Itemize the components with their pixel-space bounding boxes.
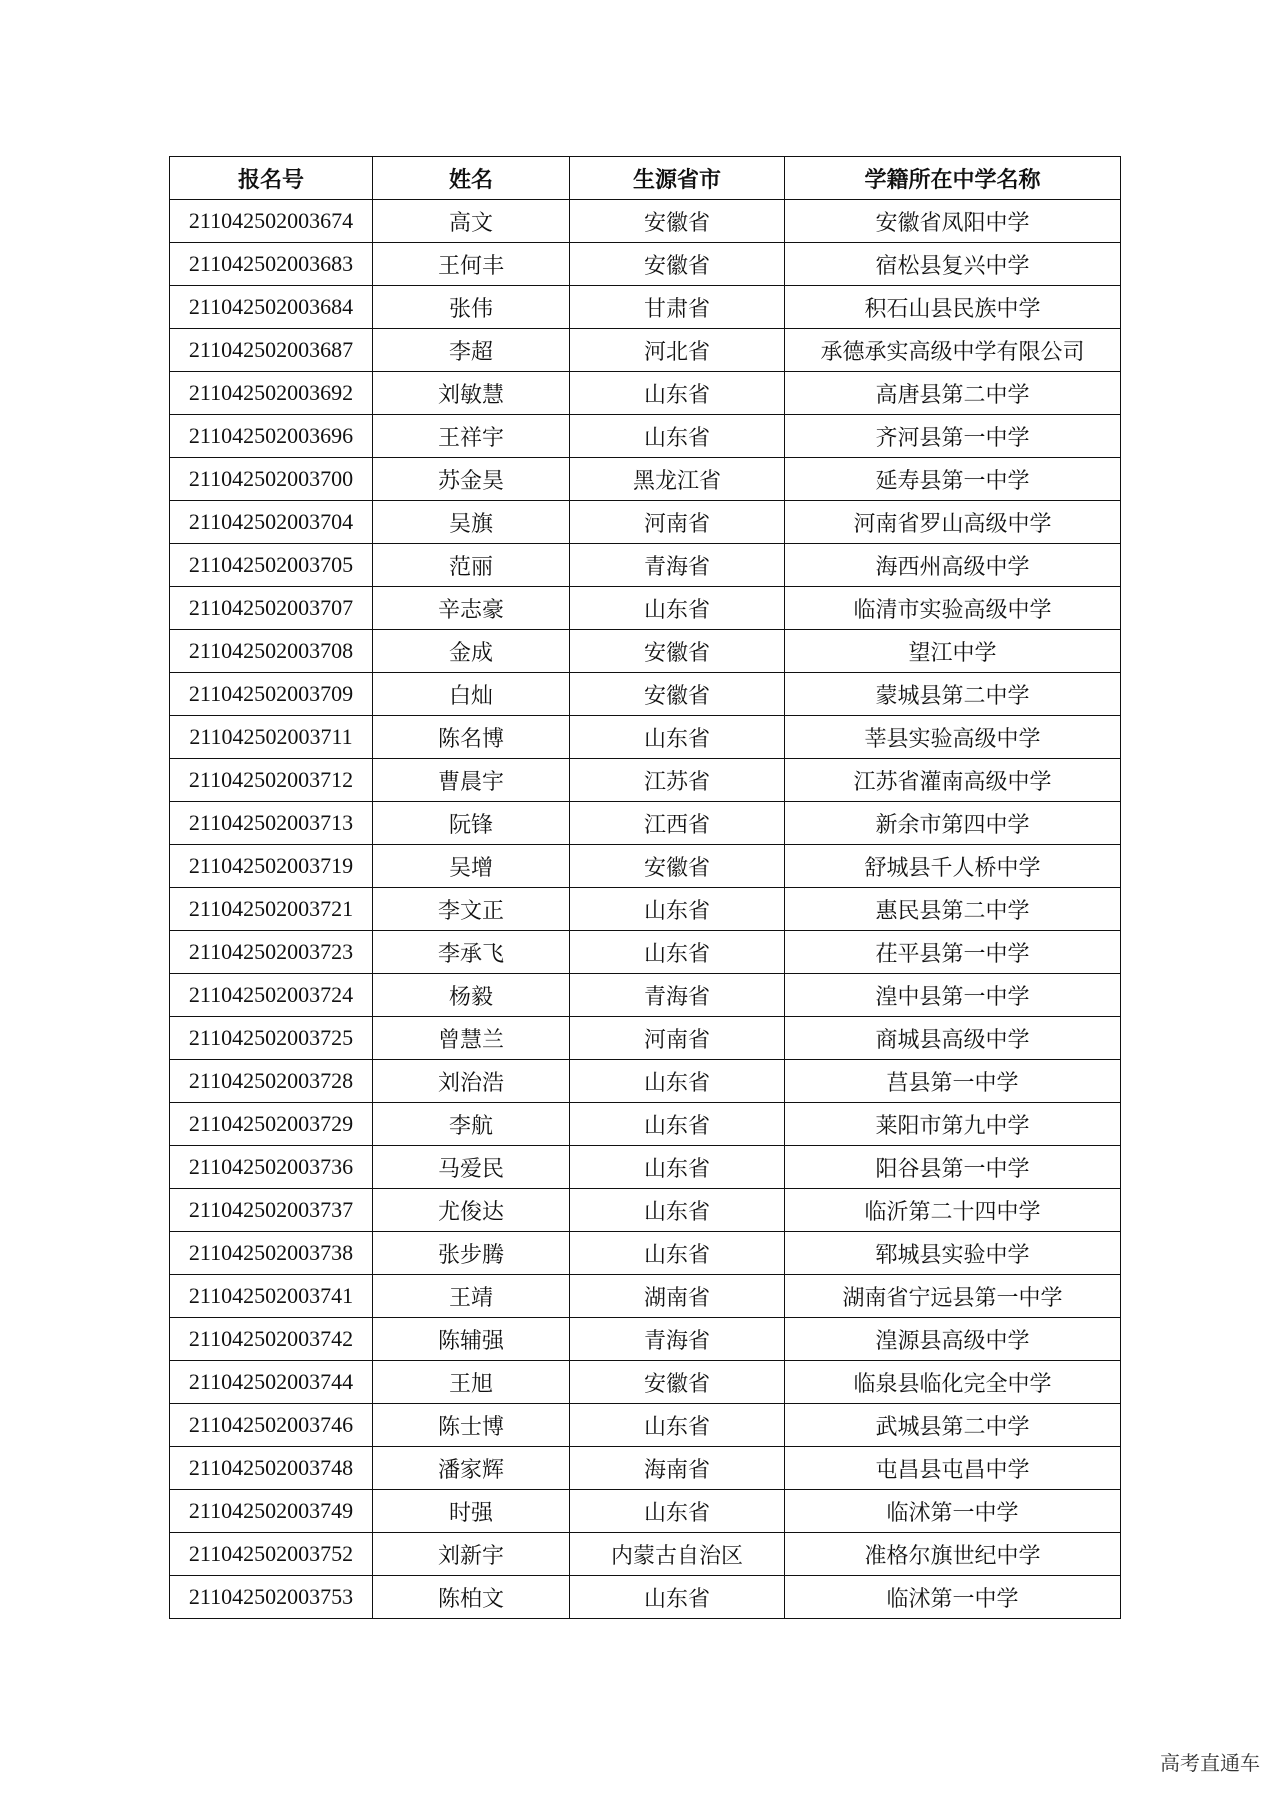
header-name: 姓名 [373, 157, 570, 200]
cell-province: 山东省 [570, 1146, 785, 1189]
cell-province: 山东省 [570, 372, 785, 415]
cell-school: 临沭第一中学 [785, 1490, 1121, 1533]
cell-province: 安徽省 [570, 200, 785, 243]
cell-name: 辛志豪 [373, 587, 570, 630]
cell-school: 临沭第一中学 [785, 1576, 1121, 1619]
cell-name: 陈辅强 [373, 1318, 570, 1361]
cell-school: 舒城县千人桥中学 [785, 845, 1121, 888]
table-row [170, 372, 1121, 415]
cell-province: 青海省 [570, 974, 785, 1017]
table-row [170, 1146, 1121, 1189]
cell-province: 山东省 [570, 1404, 785, 1447]
table-row [170, 1017, 1121, 1060]
cell-name: 阮锋 [373, 802, 570, 845]
cell-province: 青海省 [570, 544, 785, 587]
cell-province: 山东省 [570, 1060, 785, 1103]
cell-name: 张伟 [373, 286, 570, 329]
cell-name: 王何丰 [373, 243, 570, 286]
table-row [170, 587, 1121, 630]
cell-name: 高文 [373, 200, 570, 243]
cell-school: 河南省罗山高级中学 [785, 501, 1121, 544]
cell-school: 安徽省凤阳中学 [785, 200, 1121, 243]
table-row [170, 1103, 1121, 1146]
cell-province: 山东省 [570, 1490, 785, 1533]
table-row [170, 1060, 1121, 1103]
cell-province: 山东省 [570, 1232, 785, 1275]
cell-province: 河南省 [570, 501, 785, 544]
table-header-row [170, 157, 1121, 200]
cell-school: 高唐县第二中学 [785, 372, 1121, 415]
admission-list-table [169, 156, 1121, 1619]
cell-name: 金成 [373, 630, 570, 673]
cell-registration-number: 211042502003707 [170, 587, 373, 630]
cell-province: 安徽省 [570, 673, 785, 716]
cell-name: 刘新宇 [373, 1533, 570, 1576]
table-row [170, 501, 1121, 544]
cell-registration-number: 211042502003684 [170, 286, 373, 329]
cell-province: 山东省 [570, 1576, 785, 1619]
cell-province: 河北省 [570, 329, 785, 372]
cell-name: 李文正 [373, 888, 570, 931]
cell-name: 尤俊达 [373, 1189, 570, 1232]
cell-registration-number: 211042502003737 [170, 1189, 373, 1232]
cell-province: 江苏省 [570, 759, 785, 802]
cell-registration-number: 211042502003746 [170, 1404, 373, 1447]
table-row [170, 1275, 1121, 1318]
cell-school: 积石山县民族中学 [785, 286, 1121, 329]
table-row [170, 759, 1121, 802]
table-row [170, 716, 1121, 759]
table-row [170, 1232, 1121, 1275]
cell-name: 杨毅 [373, 974, 570, 1017]
table-row [170, 544, 1121, 587]
cell-name: 王旭 [373, 1361, 570, 1404]
table-row [170, 1447, 1121, 1490]
cell-school: 屯昌县屯昌中学 [785, 1447, 1121, 1490]
table-row [170, 1576, 1121, 1619]
cell-school: 茌平县第一中学 [785, 931, 1121, 974]
cell-registration-number: 211042502003724 [170, 974, 373, 1017]
table-row [170, 1404, 1121, 1447]
cell-registration-number: 211042502003729 [170, 1103, 373, 1146]
cell-school: 宿松县复兴中学 [785, 243, 1121, 286]
cell-registration-number: 211042502003683 [170, 243, 373, 286]
cell-province: 山东省 [570, 716, 785, 759]
table-row [170, 415, 1121, 458]
cell-school: 承德承实高级中学有限公司 [785, 329, 1121, 372]
cell-name: 潘家辉 [373, 1447, 570, 1490]
table-row [170, 1361, 1121, 1404]
cell-name: 李超 [373, 329, 570, 372]
cell-province: 海南省 [570, 1447, 785, 1490]
cell-province: 安徽省 [570, 243, 785, 286]
watermark-text: 高考直通车 [1160, 1751, 1260, 1775]
table-row [170, 630, 1121, 673]
cell-school: 湖南省宁远县第一中学 [785, 1275, 1121, 1318]
cell-registration-number: 211042502003705 [170, 544, 373, 587]
cell-school: 莱阳市第九中学 [785, 1103, 1121, 1146]
cell-registration-number: 211042502003738 [170, 1232, 373, 1275]
cell-school: 齐河县第一中学 [785, 415, 1121, 458]
cell-name: 刘敏慧 [373, 372, 570, 415]
cell-province: 甘肃省 [570, 286, 785, 329]
cell-school: 惠民县第二中学 [785, 888, 1121, 931]
cell-school: 准格尔旗世纪中学 [785, 1533, 1121, 1576]
cell-school: 临清市实验高级中学 [785, 587, 1121, 630]
cell-name: 王靖 [373, 1275, 570, 1318]
cell-name: 苏金昊 [373, 458, 570, 501]
cell-registration-number: 211042502003736 [170, 1146, 373, 1189]
header-province: 生源省市 [570, 157, 785, 200]
cell-name: 刘治浩 [373, 1060, 570, 1103]
cell-registration-number: 211042502003713 [170, 802, 373, 845]
cell-province: 山东省 [570, 587, 785, 630]
cell-school: 新余市第四中学 [785, 802, 1121, 845]
cell-name: 李航 [373, 1103, 570, 1146]
cell-name: 吴增 [373, 845, 570, 888]
cell-registration-number: 211042502003744 [170, 1361, 373, 1404]
cell-registration-number: 211042502003742 [170, 1318, 373, 1361]
cell-school: 莘县实验高级中学 [785, 716, 1121, 759]
cell-school: 望江中学 [785, 630, 1121, 673]
cell-school: 临沂第二十四中学 [785, 1189, 1121, 1232]
cell-name: 曾慧兰 [373, 1017, 570, 1060]
cell-name: 吴旗 [373, 501, 570, 544]
cell-school: 阳谷县第一中学 [785, 1146, 1121, 1189]
table-row [170, 802, 1121, 845]
cell-school: 武城县第二中学 [785, 1404, 1121, 1447]
cell-school: 湟源县高级中学 [785, 1318, 1121, 1361]
cell-name: 李承飞 [373, 931, 570, 974]
header-school: 学籍所在中学名称 [785, 157, 1121, 200]
cell-school: 江苏省灌南高级中学 [785, 759, 1121, 802]
cell-province: 黑龙江省 [570, 458, 785, 501]
table-row [170, 1189, 1121, 1232]
table-row [170, 845, 1121, 888]
cell-province: 山东省 [570, 931, 785, 974]
header-registration-number: 报名号 [170, 157, 373, 200]
cell-school: 海西州高级中学 [785, 544, 1121, 587]
cell-registration-number: 211042502003748 [170, 1447, 373, 1490]
table-row [170, 888, 1121, 931]
cell-name: 曹晨宇 [373, 759, 570, 802]
cell-registration-number: 211042502003674 [170, 200, 373, 243]
cell-registration-number: 211042502003709 [170, 673, 373, 716]
cell-province: 安徽省 [570, 630, 785, 673]
cell-registration-number: 211042502003749 [170, 1490, 373, 1533]
cell-registration-number: 211042502003741 [170, 1275, 373, 1318]
cell-school: 蒙城县第二中学 [785, 673, 1121, 716]
cell-province: 河南省 [570, 1017, 785, 1060]
table-row [170, 200, 1121, 243]
table-row [170, 1490, 1121, 1533]
cell-school: 湟中县第一中学 [785, 974, 1121, 1017]
cell-registration-number: 211042502003725 [170, 1017, 373, 1060]
cell-province: 青海省 [570, 1318, 785, 1361]
cell-school: 商城县高级中学 [785, 1017, 1121, 1060]
table-row [170, 243, 1121, 286]
cell-name: 陈柏文 [373, 1576, 570, 1619]
cell-name: 王祥宇 [373, 415, 570, 458]
cell-province: 山东省 [570, 415, 785, 458]
cell-school: 临泉县临化完全中学 [785, 1361, 1121, 1404]
cell-name: 陈士博 [373, 1404, 570, 1447]
cell-name: 范丽 [373, 544, 570, 587]
table-row [170, 286, 1121, 329]
cell-registration-number: 211042502003687 [170, 329, 373, 372]
cell-registration-number: 211042502003712 [170, 759, 373, 802]
cell-registration-number: 211042502003752 [170, 1533, 373, 1576]
cell-school: 郓城县实验中学 [785, 1232, 1121, 1275]
table-row [170, 974, 1121, 1017]
cell-registration-number: 211042502003721 [170, 888, 373, 931]
cell-registration-number: 211042502003704 [170, 501, 373, 544]
cell-name: 陈名博 [373, 716, 570, 759]
cell-name: 马爱民 [373, 1146, 570, 1189]
cell-registration-number: 211042502003700 [170, 458, 373, 501]
table-row [170, 931, 1121, 974]
cell-registration-number: 211042502003753 [170, 1576, 373, 1619]
cell-name: 时强 [373, 1490, 570, 1533]
cell-registration-number: 211042502003708 [170, 630, 373, 673]
cell-name: 张步腾 [373, 1232, 570, 1275]
table-row [170, 1318, 1121, 1361]
cell-registration-number: 211042502003723 [170, 931, 373, 974]
cell-school: 延寿县第一中学 [785, 458, 1121, 501]
table-row [170, 458, 1121, 501]
cell-province: 江西省 [570, 802, 785, 845]
cell-registration-number: 211042502003728 [170, 1060, 373, 1103]
cell-province: 内蒙古自治区 [570, 1533, 785, 1576]
table-row [170, 329, 1121, 372]
cell-registration-number: 211042502003711 [170, 716, 373, 759]
cell-province: 山东省 [570, 1103, 785, 1146]
cell-province: 安徽省 [570, 845, 785, 888]
table-row [170, 673, 1121, 716]
cell-province: 安徽省 [570, 1361, 785, 1404]
cell-province: 山东省 [570, 888, 785, 931]
cell-school: 莒县第一中学 [785, 1060, 1121, 1103]
cell-registration-number: 211042502003696 [170, 415, 373, 458]
cell-province: 湖南省 [570, 1275, 785, 1318]
cell-registration-number: 211042502003719 [170, 845, 373, 888]
cell-registration-number: 211042502003692 [170, 372, 373, 415]
cell-province: 山东省 [570, 1189, 785, 1232]
cell-name: 白灿 [373, 673, 570, 716]
table-row [170, 1533, 1121, 1576]
